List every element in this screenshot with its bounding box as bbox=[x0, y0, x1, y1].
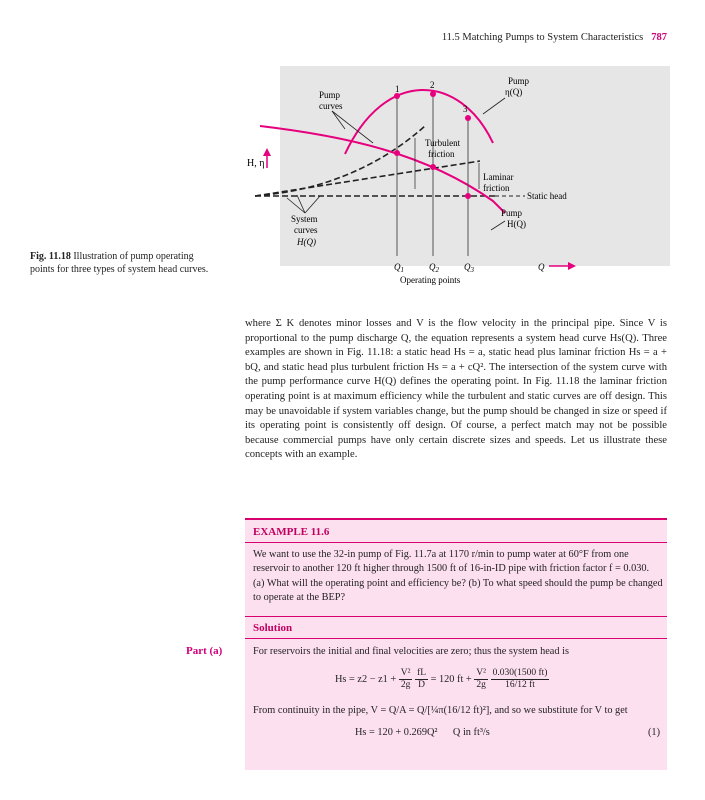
part-a-label: Part (a) bbox=[186, 645, 223, 657]
system-curves-label-3: H(Q) bbox=[297, 237, 316, 247]
eq1-frac1-num: V² bbox=[400, 668, 411, 678]
eq1-frac1-den: 2g bbox=[400, 680, 411, 690]
figure-11-18 bbox=[225, 58, 685, 288]
laminar-label-1: Laminar bbox=[483, 172, 514, 182]
system-curves-label-2: curves bbox=[294, 225, 318, 235]
operating-point-3-h bbox=[465, 193, 471, 199]
x-axis-label: Q bbox=[538, 262, 545, 272]
operating-point-3-eta bbox=[465, 115, 471, 121]
example-divider-3 bbox=[245, 638, 667, 639]
example-title: EXAMPLE 11.6 bbox=[253, 526, 330, 538]
operating-point-2-h bbox=[430, 164, 436, 170]
equation-number: (1) bbox=[648, 727, 661, 738]
continuity-text: From continuity in the pipe, V = Q/A = Q/[¼π(16/12 ft)²], and so we substitute for V to get bbox=[253, 705, 628, 716]
eq1-frac2-den: D bbox=[418, 680, 425, 690]
operating-point-2-eta bbox=[430, 91, 436, 97]
caption-text: Illustration of pump operating points for three types of system head curves. bbox=[30, 251, 209, 275]
eq1-frac-1 bbox=[399, 668, 413, 691]
eq1-mid: = 120 ft + bbox=[430, 673, 472, 685]
caption-label: Fig. 11.18 bbox=[30, 251, 71, 262]
pump-eta-label-2: η(Q) bbox=[505, 87, 523, 97]
static-head-label: Static head bbox=[527, 191, 567, 201]
y-axis-label: H, η bbox=[247, 158, 265, 169]
equation-1: Hs = 120 + 0.269Q² Q in ft³/s bbox=[355, 727, 490, 738]
eq1-frac-3 bbox=[474, 668, 488, 691]
eq1-frac3-den: 2g bbox=[476, 680, 486, 690]
eq1-frac4-den: 16/12 ft bbox=[505, 680, 535, 690]
running-header bbox=[442, 32, 667, 43]
eq1-frac2-num: fL bbox=[417, 668, 427, 678]
figure-caption bbox=[30, 250, 210, 276]
point-label-1: 1 bbox=[395, 84, 400, 94]
pump-h-label-1: Pump bbox=[501, 208, 523, 218]
point-label-3: 3 bbox=[463, 104, 468, 114]
pump-curves-label-1: Pump bbox=[319, 90, 341, 100]
page-number: 787 bbox=[651, 32, 667, 43]
eq1-frac-2 bbox=[415, 668, 428, 691]
point-label-2: 2 bbox=[430, 80, 435, 90]
laminar-label-2: friction bbox=[483, 183, 510, 193]
turbulent-label-1: Turbulent bbox=[425, 138, 461, 148]
system-curves-label-1: System bbox=[291, 214, 318, 224]
q2-tick-label: $Q_2$ bbox=[429, 262, 439, 274]
turbulent-label-2: friction bbox=[428, 149, 455, 159]
example-divider-2 bbox=[245, 616, 667, 617]
operating-point-1-h bbox=[394, 150, 400, 156]
body-paragraph: where Σ K denotes minor losses and V is the flow velocity in the principal pipe. Since V is proportional to the pump discharge Q, the equation represents a system head curve Hs(Q). Three examples are shown in Fig. 11.18: a static head Hs = a, static head plus laminar friction Hs = a + bQ, and static head plus turbulent friction Hs = a + cQ². The intersection of the system curve with the pump performance curve H(Q) defines the operating point. In Fig. 11.18 the laminar friction operating point is at maximum efficiency while the turbulent and static curves are off design. This may be unavoidable if system variables change, but the pump should be changed in size or speed if its operating point is consistently off design. Of course, a perfect match may not be possible because commercial pumps have only certain discrete sizes and speeds. Let us illustrate these concepts with an example. bbox=[245, 318, 667, 461]
eq1-frac3-num: V² bbox=[476, 668, 486, 678]
example-text: We want to use the 32-in pump of Fig. 11.7a at 1170 r/min to pump water at 60°F from one reservoir to another 120 ft higher through 1500 ft of 16-in-ID pipe with friction factor f = 0.030. (a) What will the operating point and efficiency be? (b) To what speed should the pump be changed to operate at the BEP? bbox=[253, 549, 663, 603]
q1-tick-label: $Q_1$ bbox=[394, 262, 404, 274]
eq1-frac4-num: 0.030(1500 ft) bbox=[492, 668, 548, 678]
pump-h-label-2: H(Q) bbox=[507, 219, 526, 229]
operating-points-label: Operating points bbox=[400, 275, 461, 285]
pump-curves-label-2: curves bbox=[319, 101, 343, 111]
example-divider-1 bbox=[245, 542, 667, 543]
equation-system-head bbox=[335, 668, 549, 691]
q3-tick-label: $Q_3$ bbox=[464, 262, 474, 274]
eq1-lhs: Hs = z2 − z1 + bbox=[335, 673, 397, 685]
pump-eta-label-1: Pump bbox=[508, 76, 530, 86]
section-title: 11.5 Matching Pumps to System Characteristics bbox=[441, 32, 644, 43]
solution-text: For reservoirs the initial and final velocities are zero; thus the system head is bbox=[253, 646, 569, 657]
solution-title: Solution bbox=[253, 622, 293, 634]
y-axis-arrowhead bbox=[263, 148, 271, 156]
eq1-frac-4 bbox=[491, 668, 550, 691]
